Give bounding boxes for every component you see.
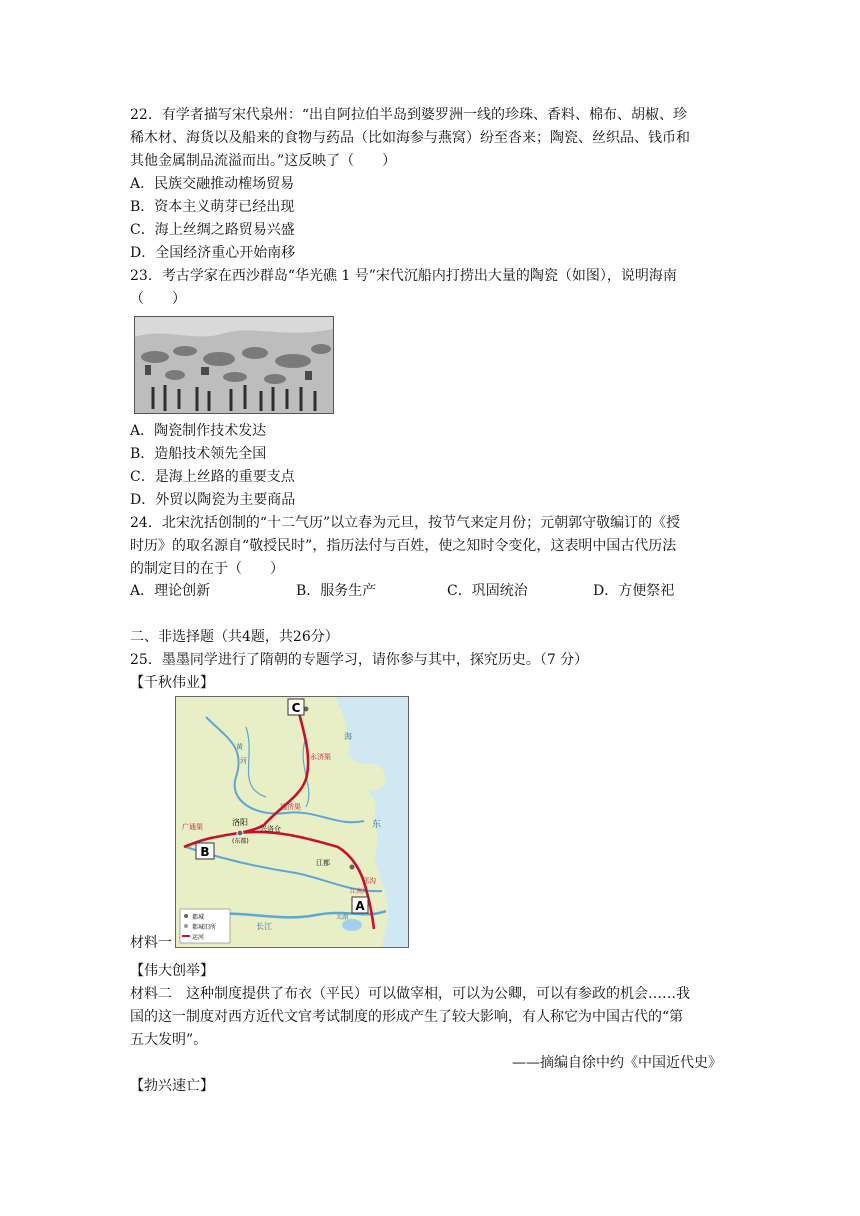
canal-map-graphic — [176, 697, 408, 947]
material-2-line-2: 国的这一制度对西方近代文官考试制度的形成产生了较大影响，有人称它为中国古代的“第 — [130, 1009, 684, 1025]
map-city-luoyang: 洛阳 — [232, 818, 248, 827]
part-3-title: 【勃兴速亡】 — [130, 1078, 214, 1094]
q24-stem-line-1: 24．北宋沈括创制的“十二气历”以立春为元旦，按节气来定月份；元朝郭守敬编订的《授 — [130, 515, 681, 531]
part-1-title: 【千秋伟业】 — [130, 675, 214, 691]
q23-option-d: D．外贸以陶瓷为主要商品 — [130, 492, 296, 508]
q22-option-a: A．民族交融推动榷场贸易 — [130, 176, 295, 192]
map-label-b: B — [200, 845, 210, 859]
q24-stem-line-2: 时历》的取名源自“敬授民时”，指历法付与百姓，使之知时令变化，这表明中国古代历法 — [130, 538, 677, 554]
map-sea-dong: 东 — [372, 820, 382, 830]
part-2-title: 【伟大创举】 — [130, 963, 214, 979]
map-lake-tai: 太湖 — [336, 914, 349, 921]
section-2-heading: 二、非选择题（共4题，共26分） — [130, 629, 339, 645]
q23-option-c: C．是海上丝路的重要支点 — [130, 469, 295, 485]
material-1-label: 材料一 — [130, 935, 172, 951]
map-label-a: A — [355, 899, 365, 913]
map-river-he: 河 — [240, 757, 247, 765]
material-2-line-1: 材料二 这种制度提供了布衣（平民）可以做宰相，可以为公卿，可以有参政的机会……我 — [130, 986, 690, 1002]
legend-jingshi: 都城旧所 — [192, 924, 217, 931]
map-canal-tongji: 通济渠 — [280, 803, 301, 811]
q24-stem-line-3: 的制定目的在于（ ） — [130, 561, 284, 577]
q22-option-b: B．资本主义萌芽已经出现 — [130, 199, 295, 215]
map-sea-hai: 海 — [344, 732, 352, 741]
q24-option-b: B．服务生产 — [296, 583, 377, 599]
q22-stem-line-1: 22．有学者描写宋代泉州：“出自阿拉伯半岛到婆罗洲一线的珍珠、香料、棉布、胡椒、珍 — [130, 107, 687, 123]
q22-stem-line-2: 稀木材、海货以及船来的食物与药品（比如海参与燕窝）纷至沓来；陶瓷、丝织品、钱币和 — [130, 130, 690, 146]
q24-option-c: C．巩固统治 — [447, 583, 528, 599]
map-label-c: C — [291, 701, 301, 715]
q23-stem-line-2: （ ） — [130, 291, 186, 307]
q22-option-d: D．全国经济重心开始南移 — [130, 245, 296, 261]
q25-stem: 25．墨墨同学进行了隋朝的专题学习，请你参与其中，探究历史。（7 分） — [130, 652, 589, 668]
q22-option-c: C．海上丝绸之路贸易兴盛 — [130, 222, 295, 238]
jiangdu-marker — [350, 865, 355, 870]
map-canal-jiangnan: 江南河 — [350, 888, 369, 895]
luoyang-marker — [237, 830, 243, 836]
q24-option-a: A．理论创新 — [130, 583, 211, 599]
map-city-jiangdu: 江都 — [316, 859, 330, 867]
map-canal-hangou: 邗沟 — [362, 877, 376, 885]
map-canal-guangtong: 广通渠 — [182, 823, 203, 831]
q23-stem-line-1: 23．考古学家在西沙群岛“华光礁 1 号”宋代沉船内打捞出大量的陶瓷（如图），说明海南 — [130, 268, 677, 284]
sui-grand-canal-map — [175, 696, 409, 948]
ceramics-photo-image — [135, 317, 333, 413]
map-river-jiang: 长江 — [256, 922, 272, 931]
map-canal-yongji: 永济渠 — [310, 753, 331, 761]
legend-canal: 运河 — [192, 934, 205, 941]
shipwreck-ceramics-photo — [134, 316, 334, 414]
q23-option-a: A．陶瓷制作技术发达 — [130, 423, 267, 439]
map-city-luoyang-sub: (东都) — [232, 838, 249, 845]
material-2-source: ——摘编自徐中约《中国近代史》 — [512, 1055, 722, 1071]
map-river-huang: 黄 — [236, 743, 243, 751]
map-granary: 兴洛仓 — [260, 825, 281, 833]
q23-option-b: B．造船技术领先全国 — [130, 446, 267, 462]
material-2-line-3: 五大发明”。 — [130, 1032, 208, 1048]
q22-stem-line-3: 其他金属制品流溢而出。”这反映了（ ） — [130, 153, 397, 169]
q24-option-d: D．方便祭祀 — [593, 583, 675, 599]
legend-capital: 都城 — [192, 914, 205, 921]
map-legend — [180, 909, 230, 943]
